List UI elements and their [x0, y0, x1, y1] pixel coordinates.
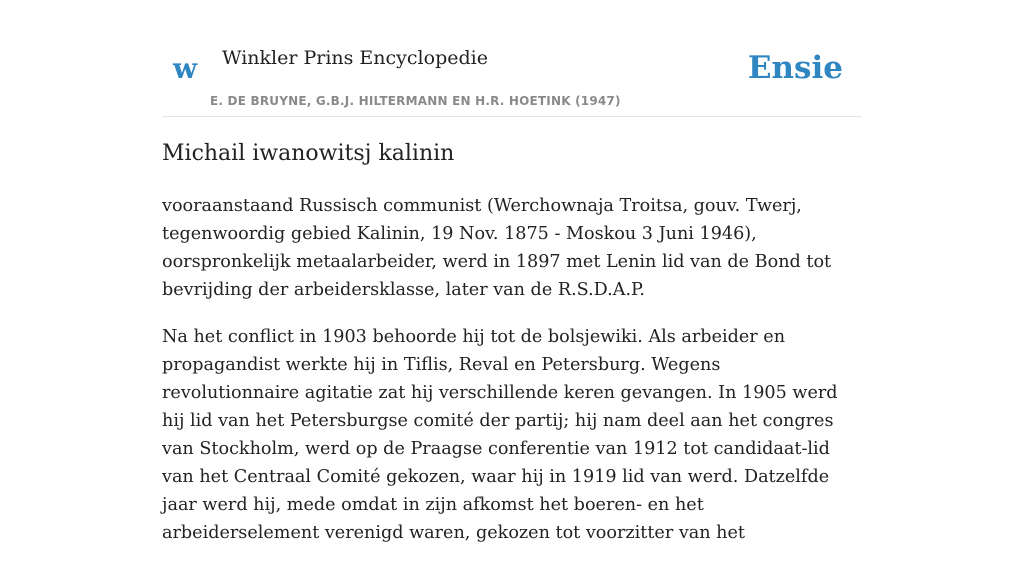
article-body: [162, 192, 862, 566]
source-logo[interactable]: w: [173, 52, 198, 85]
article-paragraph: vooraanstaand Russisch communist (Werchownaja Troitsa, gouv. Twerj, tegenwoordig gebied Kalinin, 19 Nov. 1875 - Moskou 3 Juni 1946), oorspronkelijk metaalarbeider, werd in 1897 met Lenin lid van de Bond tot bevrijding der arbeidersklasse, later van de R.S.D.A.P.: [162, 196, 832, 300]
source-header: [162, 0, 862, 117]
article-title: Michail iwanowitsj kalinin: [162, 141, 455, 166]
source-authors: E. DE BRUYNE, G.B.J. HILTERMANN EN H.R. HOETINK (1947): [210, 94, 621, 108]
source-title[interactable]: Winkler Prins Encyclopedie: [222, 47, 488, 69]
brand-logo[interactable]: Ensie: [747, 50, 843, 86]
article-paragraph: Na het conflict in 1903 behoorde hij tot de bolsjewiki. Als arbeider en propagandist werkte hij in Tiflis, Reval en Petersburg. Wegens revolutionnaire agitatie zat hij verschillende keren gevangen. In 1905 werd hij lid van het Petersburgse comité der partij; hij nam deel aan het congres van Stockholm, werd op de Praagse conferentie van 1912 tot candidaat-lid van het Centraal Comité gekozen, waar hij in 1919 lid van werd. Datzelfde jaar werd hij, mede omdat in zijn afkomst het boeren- en het arbeiderselement verenigd waren, gekozen tot voorzitter van het: [162, 327, 838, 543]
article-page: [162, 0, 862, 543]
